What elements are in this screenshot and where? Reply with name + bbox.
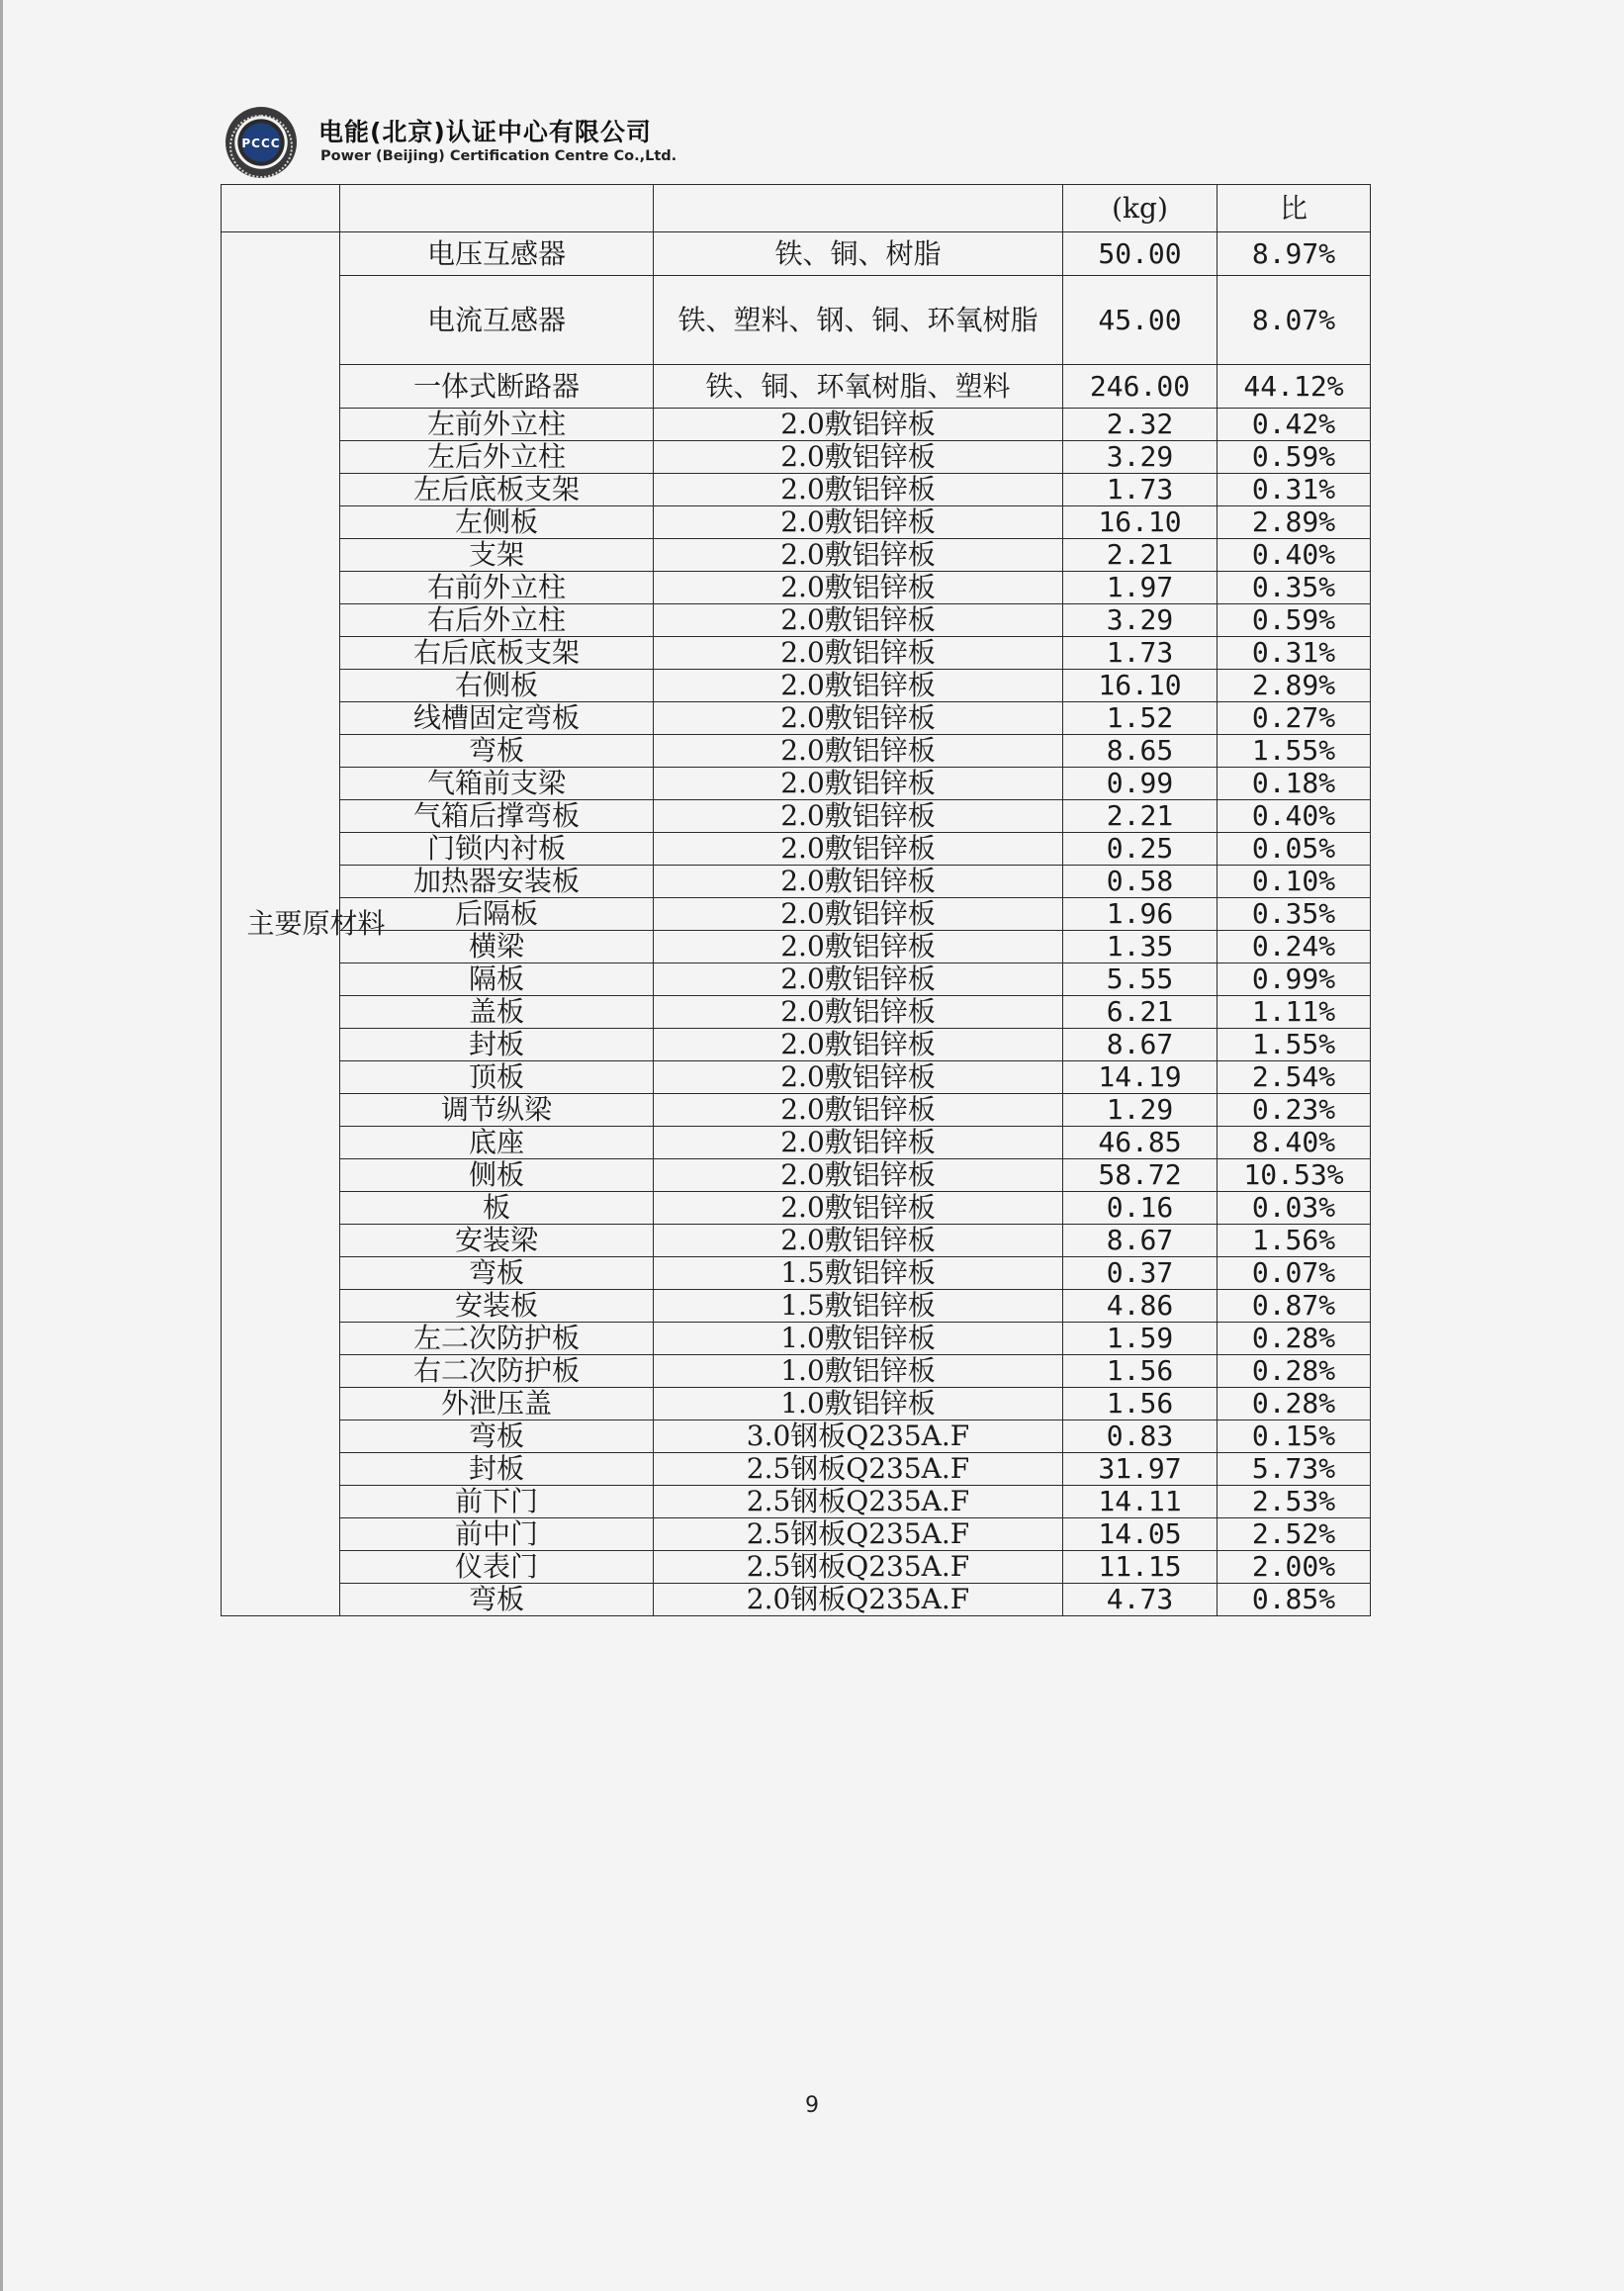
ratio-cell: 1.55% xyxy=(1218,735,1371,768)
part-name-cell: 支架 xyxy=(340,539,654,572)
table-row xyxy=(222,232,1371,276)
header-ratio-cell: 比 xyxy=(1218,185,1371,232)
ratio-cell: 0.87% xyxy=(1218,1290,1371,1323)
table-row xyxy=(222,1192,1371,1225)
mass-cell: 1.56 xyxy=(1063,1388,1218,1420)
mass-cell: 0.16 xyxy=(1063,1192,1218,1225)
mass-cell: 246.00 xyxy=(1063,365,1218,409)
part-name-cell: 电流互感器 xyxy=(340,276,654,365)
ratio-cell: 2.00% xyxy=(1218,1551,1371,1584)
table-row xyxy=(222,898,1371,931)
mass-cell: 1.35 xyxy=(1063,931,1218,963)
ratio-cell: 0.10% xyxy=(1218,866,1371,898)
mass-cell: 14.11 xyxy=(1063,1486,1218,1518)
table-row xyxy=(222,963,1371,996)
mass-cell: 1.73 xyxy=(1063,637,1218,670)
part-name-cell: 左后底板支架 xyxy=(340,474,654,506)
part-name-cell: 左后外立柱 xyxy=(340,441,654,474)
ratio-cell: 0.05% xyxy=(1218,833,1371,866)
part-name-cell: 弯板 xyxy=(340,735,654,768)
part-name-cell: 弯板 xyxy=(340,1420,654,1453)
mass-cell: 4.86 xyxy=(1063,1290,1218,1323)
ratio-cell: 2.89% xyxy=(1218,670,1371,702)
table-row xyxy=(222,1029,1371,1061)
table-row xyxy=(222,1323,1371,1355)
mass-cell: 8.65 xyxy=(1063,735,1218,768)
material-cell: 2.0敷铝锌板 xyxy=(654,1225,1063,1257)
material-cell: 2.0敷铝锌板 xyxy=(654,1192,1063,1225)
part-name-cell: 安装板 xyxy=(340,1290,654,1323)
table-row xyxy=(222,1453,1371,1486)
ratio-cell: 0.24% xyxy=(1218,931,1371,963)
mass-cell: 11.15 xyxy=(1063,1551,1218,1584)
seal-text: PCCC xyxy=(241,137,281,150)
ratio-cell: 1.55% xyxy=(1218,1029,1371,1061)
material-cell: 2.5钢板Q235A.F xyxy=(654,1453,1063,1486)
ratio-cell: 0.40% xyxy=(1218,800,1371,833)
material-cell: 2.0敷铝锌板 xyxy=(654,931,1063,963)
table-row xyxy=(222,572,1371,604)
ratio-cell: 0.35% xyxy=(1218,898,1371,931)
ratio-cell: 0.59% xyxy=(1218,604,1371,637)
ratio-cell: 8.97% xyxy=(1218,232,1371,276)
material-cell: 2.0敷铝锌板 xyxy=(654,898,1063,931)
ratio-cell: 8.07% xyxy=(1218,276,1371,365)
part-name-cell: 右侧板 xyxy=(340,670,654,702)
material-cell: 1.0敷铝锌板 xyxy=(654,1323,1063,1355)
company-name-cn: 电能(北京)认证中心有限公司 xyxy=(318,118,652,146)
mass-cell: 0.83 xyxy=(1063,1420,1218,1453)
part-name-cell: 横梁 xyxy=(340,931,654,963)
material-cell: 2.5钢板Q235A.F xyxy=(654,1518,1063,1551)
part-name-cell: 右后底板支架 xyxy=(340,637,654,670)
material-cell: 2.0敷铝锌板 xyxy=(654,963,1063,996)
material-cell: 2.0钢板Q235A.F xyxy=(654,1584,1063,1616)
material-cell: 2.5钢板Q235A.F xyxy=(654,1551,1063,1584)
part-name-cell: 顶板 xyxy=(340,1061,654,1094)
table-row xyxy=(222,1486,1371,1518)
material-cell: 2.0敷铝锌板 xyxy=(654,637,1063,670)
ratio-cell: 0.99% xyxy=(1218,963,1371,996)
category-label: 主要原材料 xyxy=(246,907,386,940)
material-cell: 2.0敷铝锌板 xyxy=(654,1061,1063,1094)
ratio-cell: 0.31% xyxy=(1218,474,1371,506)
mass-cell: 14.19 xyxy=(1063,1061,1218,1094)
table-row xyxy=(222,539,1371,572)
part-name-cell: 封板 xyxy=(340,1029,654,1061)
material-cell: 3.0钢板Q235A.F xyxy=(654,1420,1063,1453)
header-unit-cell: (kg) xyxy=(1063,185,1218,232)
mass-cell: 4.73 xyxy=(1063,1584,1218,1616)
ratio-cell: 0.31% xyxy=(1218,637,1371,670)
part-name-cell: 仪表门 xyxy=(340,1551,654,1584)
table-row xyxy=(222,1061,1371,1094)
ratio-cell: 1.56% xyxy=(1218,1225,1371,1257)
mass-cell: 50.00 xyxy=(1063,232,1218,276)
material-cell: 2.0敷铝锌板 xyxy=(654,474,1063,506)
material-cell: 1.5敷铝锌板 xyxy=(654,1290,1063,1323)
mass-cell: 16.10 xyxy=(1063,670,1218,702)
part-name-cell: 侧板 xyxy=(340,1159,654,1192)
table-row xyxy=(222,1355,1371,1388)
material-cell: 铁、铜、环氧树脂、塑料 xyxy=(654,365,1063,409)
material-cell: 2.0敷铝锌板 xyxy=(654,996,1063,1029)
mass-cell: 1.59 xyxy=(1063,1323,1218,1355)
part-name-cell: 左侧板 xyxy=(340,506,654,539)
material-cell: 2.0敷铝锌板 xyxy=(654,768,1063,800)
part-name-cell: 板 xyxy=(340,1192,654,1225)
part-name-cell: 安装梁 xyxy=(340,1225,654,1257)
ratio-cell: 0.28% xyxy=(1218,1323,1371,1355)
mass-cell: 45.00 xyxy=(1063,276,1218,365)
mass-cell: 46.85 xyxy=(1063,1127,1218,1159)
ratio-cell: 0.07% xyxy=(1218,1257,1371,1290)
material-cell: 2.0敷铝锌板 xyxy=(654,735,1063,768)
material-cell: 铁、塑料、钢、铜、环氧树脂 xyxy=(654,276,1063,365)
ratio-cell: 5.73% xyxy=(1218,1453,1371,1486)
ratio-cell: 0.28% xyxy=(1218,1388,1371,1420)
part-name-cell: 右二次防护板 xyxy=(340,1355,654,1388)
material-cell: 2.0敷铝锌板 xyxy=(654,670,1063,702)
part-name-cell: 封板 xyxy=(340,1453,654,1486)
header-empty-cell xyxy=(222,185,340,232)
mass-cell: 2.21 xyxy=(1063,539,1218,572)
mass-cell: 1.97 xyxy=(1063,572,1218,604)
material-cell: 1.0敷铝锌板 xyxy=(654,1355,1063,1388)
material-cell: 2.0敷铝锌板 xyxy=(654,441,1063,474)
ratio-cell: 0.35% xyxy=(1218,572,1371,604)
part-name-cell: 隔板 xyxy=(340,963,654,996)
ratio-cell: 1.11% xyxy=(1218,996,1371,1029)
mass-cell: 1.52 xyxy=(1063,702,1218,735)
part-name-cell: 后隔板 xyxy=(340,898,654,931)
part-name-cell: 一体式断路器 xyxy=(340,365,654,409)
table-row xyxy=(222,1518,1371,1551)
part-name-cell: 右后外立柱 xyxy=(340,604,654,637)
mass-cell: 0.99 xyxy=(1063,768,1218,800)
part-name-cell: 外泄压盖 xyxy=(340,1388,654,1420)
table-row xyxy=(222,702,1371,735)
table-row xyxy=(222,1225,1371,1257)
table-row xyxy=(222,1127,1371,1159)
mass-cell: 31.97 xyxy=(1063,1453,1218,1486)
material-cell: 2.0敷铝锌板 xyxy=(654,1127,1063,1159)
table-row xyxy=(222,409,1371,441)
company-seal-logo xyxy=(226,107,297,178)
part-name-cell: 线槽固定弯板 xyxy=(340,702,654,735)
mass-cell: 0.58 xyxy=(1063,866,1218,898)
ratio-cell: 0.40% xyxy=(1218,539,1371,572)
header-empty-cell xyxy=(340,185,654,232)
material-cell: 铁、铜、树脂 xyxy=(654,232,1063,276)
part-name-cell: 调节纵梁 xyxy=(340,1094,654,1127)
mass-cell: 5.55 xyxy=(1063,963,1218,996)
ratio-cell: 0.59% xyxy=(1218,441,1371,474)
material-cell: 2.0敷铝锌板 xyxy=(654,1094,1063,1127)
ratio-cell: 0.42% xyxy=(1218,409,1371,441)
ratio-cell: 0.18% xyxy=(1218,768,1371,800)
material-cell: 2.0敷铝锌板 xyxy=(654,833,1063,866)
table-row xyxy=(222,474,1371,506)
table-row xyxy=(222,996,1371,1029)
mass-cell: 1.29 xyxy=(1063,1094,1218,1127)
table-row xyxy=(222,637,1371,670)
mass-cell: 58.72 xyxy=(1063,1159,1218,1192)
table-row xyxy=(222,735,1371,768)
page-number: 9 xyxy=(805,2093,819,2118)
ratio-cell: 0.28% xyxy=(1218,1355,1371,1388)
material-cell: 1.0敷铝锌板 xyxy=(654,1388,1063,1420)
mass-cell: 1.73 xyxy=(1063,474,1218,506)
material-cell: 2.0敷铝锌板 xyxy=(654,506,1063,539)
mass-cell: 0.25 xyxy=(1063,833,1218,866)
table-row xyxy=(222,365,1371,409)
mass-cell: 2.21 xyxy=(1063,800,1218,833)
mass-cell: 1.96 xyxy=(1063,898,1218,931)
mass-cell: 14.05 xyxy=(1063,1518,1218,1551)
table-row xyxy=(222,866,1371,898)
category-cell xyxy=(222,232,386,1616)
mass-cell: 6.21 xyxy=(1063,996,1218,1029)
mass-cell: 2.32 xyxy=(1063,409,1218,441)
table-row xyxy=(222,1584,1371,1616)
header-empty-cell xyxy=(654,185,1063,232)
mass-cell: 1.56 xyxy=(1063,1355,1218,1388)
table-row xyxy=(222,604,1371,637)
material-cell: 1.5敷铝锌板 xyxy=(654,1257,1063,1290)
part-name-cell: 右前外立柱 xyxy=(340,572,654,604)
material-cell: 2.0敷铝锌板 xyxy=(654,1029,1063,1061)
table-row xyxy=(222,506,1371,539)
table-row xyxy=(222,670,1371,702)
ratio-cell: 0.15% xyxy=(1218,1420,1371,1453)
part-name-cell: 电压互感器 xyxy=(340,232,654,276)
table-row xyxy=(222,1257,1371,1290)
table-row xyxy=(222,833,1371,866)
ratio-cell: 0.03% xyxy=(1218,1192,1371,1225)
ratio-cell: 44.12% xyxy=(1218,365,1371,409)
table-row xyxy=(222,1159,1371,1192)
table-header-row xyxy=(222,185,1371,232)
table-row xyxy=(222,768,1371,800)
part-name-cell: 门锁内衬板 xyxy=(340,833,654,866)
table-row xyxy=(222,1388,1371,1420)
table-row xyxy=(222,800,1371,833)
material-cell: 2.0敷铝锌板 xyxy=(654,539,1063,572)
material-cell: 2.0敷铝锌板 xyxy=(654,866,1063,898)
part-name-cell: 前中门 xyxy=(340,1518,654,1551)
table-row xyxy=(222,1094,1371,1127)
table-row xyxy=(222,931,1371,963)
ratio-cell: 2.53% xyxy=(1218,1486,1371,1518)
part-name-cell: 弯板 xyxy=(340,1584,654,1616)
material-cell: 2.0敷铝锌板 xyxy=(654,702,1063,735)
letterhead xyxy=(226,103,918,192)
mass-cell: 8.67 xyxy=(1063,1029,1218,1061)
mass-cell: 8.67 xyxy=(1063,1225,1218,1257)
table-row xyxy=(222,1420,1371,1453)
mass-cell: 3.29 xyxy=(1063,441,1218,474)
part-name-cell: 底座 xyxy=(340,1127,654,1159)
scan-edge xyxy=(0,0,3,2291)
table-row xyxy=(222,1551,1371,1584)
part-name-cell: 左二次防护板 xyxy=(340,1323,654,1355)
ratio-cell: 8.40% xyxy=(1218,1127,1371,1159)
table-row xyxy=(222,441,1371,474)
ratio-cell: 2.52% xyxy=(1218,1518,1371,1551)
ratio-cell: 0.27% xyxy=(1218,702,1371,735)
material-cell: 2.0敷铝锌板 xyxy=(654,800,1063,833)
part-name-cell: 加热器安装板 xyxy=(340,866,654,898)
material-cell: 2.5钢板Q235A.F xyxy=(654,1486,1063,1518)
table-row xyxy=(222,276,1371,365)
material-cell: 2.0敷铝锌板 xyxy=(654,604,1063,637)
company-name-en: Power (Beijing) Certification Centre Co.,Ltd. xyxy=(320,148,677,164)
part-name-cell: 弯板 xyxy=(340,1257,654,1290)
material-cell: 2.0敷铝锌板 xyxy=(654,409,1063,441)
table-row xyxy=(222,1290,1371,1323)
part-name-cell: 左前外立柱 xyxy=(340,409,654,441)
mass-cell: 3.29 xyxy=(1063,604,1218,637)
materials-table xyxy=(221,184,1371,1616)
part-name-cell: 气箱后撑弯板 xyxy=(340,800,654,833)
ratio-cell: 2.89% xyxy=(1218,506,1371,539)
ratio-cell: 0.23% xyxy=(1218,1094,1371,1127)
mass-cell: 16.10 xyxy=(1063,506,1218,539)
ratio-cell: 10.53% xyxy=(1218,1159,1371,1192)
part-name-cell: 前下门 xyxy=(340,1486,654,1518)
mass-cell: 0.37 xyxy=(1063,1257,1218,1290)
ratio-cell: 0.85% xyxy=(1218,1584,1371,1616)
material-cell: 2.0敷铝锌板 xyxy=(654,1159,1063,1192)
part-name-cell: 盖板 xyxy=(340,996,654,1029)
ratio-cell: 2.54% xyxy=(1218,1061,1371,1094)
material-cell: 2.0敷铝锌板 xyxy=(654,572,1063,604)
part-name-cell: 气箱前支梁 xyxy=(340,768,654,800)
